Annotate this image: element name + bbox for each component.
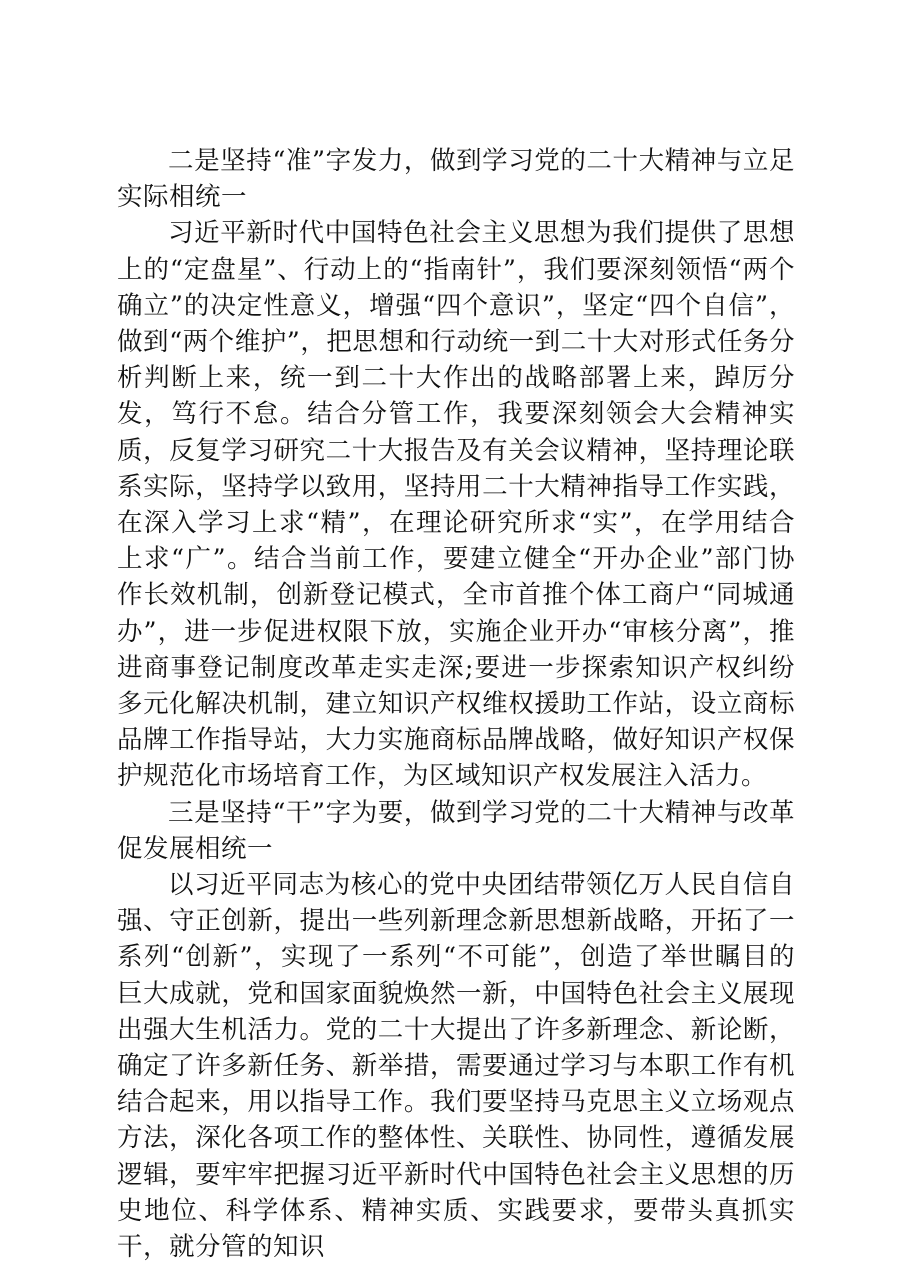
section-heading-three: 三是坚持“干”字为要，做到学习党的二十大精神与改革促发展相统一 bbox=[117, 797, 795, 864]
document-page bbox=[117, 143, 795, 1265]
body-paragraph: 以习近平同志为核心的党中央团结带领亿万人民自信自强、守正创新，提出一些列新理念新思想新战略，开拓了一系列“创新”，实现了一系列“不可能”，创造了举世瞩目的巨大成就，党和国家面貌焕然一新，中国特色社会主义展现出强大生机活力。党的二十大提出了许多新理念、新论断，确定了许多新任务、新举措，需要通过学习与本职工作有机结合起来，用以指导工作。我们要坚持马克思主义立场观点方法，深化各项工作的整体性、关联性、协同性，遵循发展逻辑，要牢牢把握习近平新时代中国特色社会主义思想的历史地位、科学体系、精神实质、实践要求，要带头真抓实干，就分管的知识 bbox=[117, 870, 795, 1263]
section-heading-two: 二是坚持“准”字发力，做到学习党的二十大精神与立足实际相统一 bbox=[117, 146, 795, 213]
body-paragraph: 习近平新时代中国特色社会主义思想为我们提供了思想上的“定盘星”、行动上的“指南针”，我们要深刻领悟“两个确立”的决定性意义，增强“四个意识”，坚定“四个自信”，做到“两个维护”，把思想和行动统一到二十大对形式任务分析判断上来，统一到二十大作出的战略部署上来，踔厉分发，笃行不怠。结合分管工作，我要深刻领会大会精神实质，反复学习研究二十大报告及有关会议精神，坚持理论联系实际，坚持学以致用，坚持用二十大精神指导工作实践，在深入学习上求“精”，在理论研究所求“实”，在学用结合上求“广”。结合当前工作，要建立健全“开办企业”部门协作长效机制，创新登记模式，全市首推个体工商户“同城通办”，进一步促进权限下放，实施企业开办“审核分离”，推进商事登记制度改革走实走深;要进一步探索知识产权纠纷多元化解决机制，建立知识产权维权援助工作站，设立商标品牌工作指导站，大力实施商标品牌战略，做好知识产权保护规范化市场培育工作，为区域知识产权发展注入活力。 bbox=[117, 218, 795, 792]
